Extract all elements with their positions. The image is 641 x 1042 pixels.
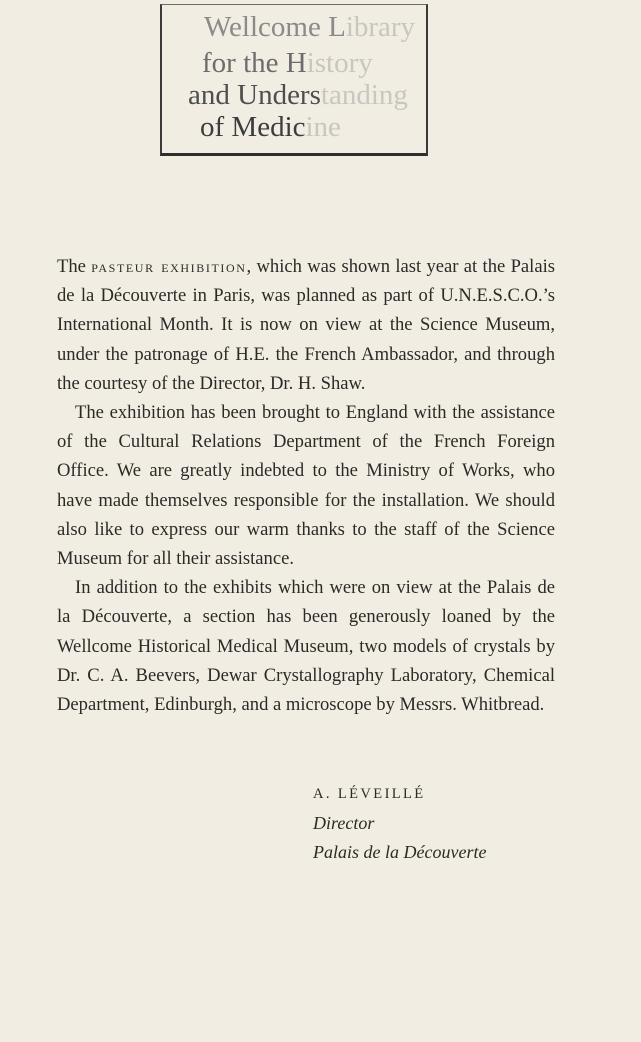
stamp-line-4-faded: ine xyxy=(305,111,341,143)
stamp-line-1-text: Wellcome L xyxy=(204,11,346,43)
stamp-line-2-faded: istory xyxy=(306,47,373,79)
signature-block xyxy=(313,780,486,867)
signatory-institution: Palais de la Découverte xyxy=(313,842,487,862)
stamp-line-1-faded: ibrary xyxy=(345,11,416,43)
stamp-line-1 xyxy=(204,12,428,42)
stamp-line-2 xyxy=(202,48,428,78)
paragraph-1-lead: The xyxy=(57,256,92,277)
signatory-title: Director xyxy=(313,813,375,833)
stamp-line-2-text: for the H xyxy=(202,47,307,79)
stamp-line-4-text: of Medic xyxy=(200,111,306,143)
stamp-line-3-text: and Unders xyxy=(188,79,321,111)
paragraph-2: The exhibition has been brought to England with the assistance of the Cultural Relations Department of the French Foreign Office. We are greatly indebted to the Ministry of Works, who have made themselves responsible for the installation. We should also like to express our warm thanks to the staff of the Science Museum for all their assistance. xyxy=(57,402,555,570)
paragraph-1 xyxy=(57,252,555,398)
paragraph-1-rest: , which was shown last year at the Palais de la Découverte in Paris, was planned as part of U.N.E.S.C.O.’s International Month. It is now on view at the Science Museum, under the patronage of H.E. the French Ambassador, and through the courtesy of the Director, Dr. H. Shaw. xyxy=(57,256,555,394)
body-text xyxy=(57,252,555,719)
stamp-line-3 xyxy=(188,80,428,110)
stamp-line-4 xyxy=(200,112,428,142)
exhibition-name: pasteur exhibition xyxy=(91,257,247,276)
paragraph-3: In addition to the exhibits which were on view at the Palais de la Découverte, a section has been generously loaned by the Wellcome Historical Medical Museum, two models of crystals by Dr. C. A. Beevers, Dewar Crystallography Laboratory, Chemical Department, Edinburgh, and a microscope by Messrs. Whitbread. xyxy=(57,577,555,716)
signatory-name: A. LÉVEILLÉ xyxy=(313,786,426,802)
library-stamp xyxy=(160,4,428,156)
stamp-line-3-faded: tanding xyxy=(320,79,408,111)
